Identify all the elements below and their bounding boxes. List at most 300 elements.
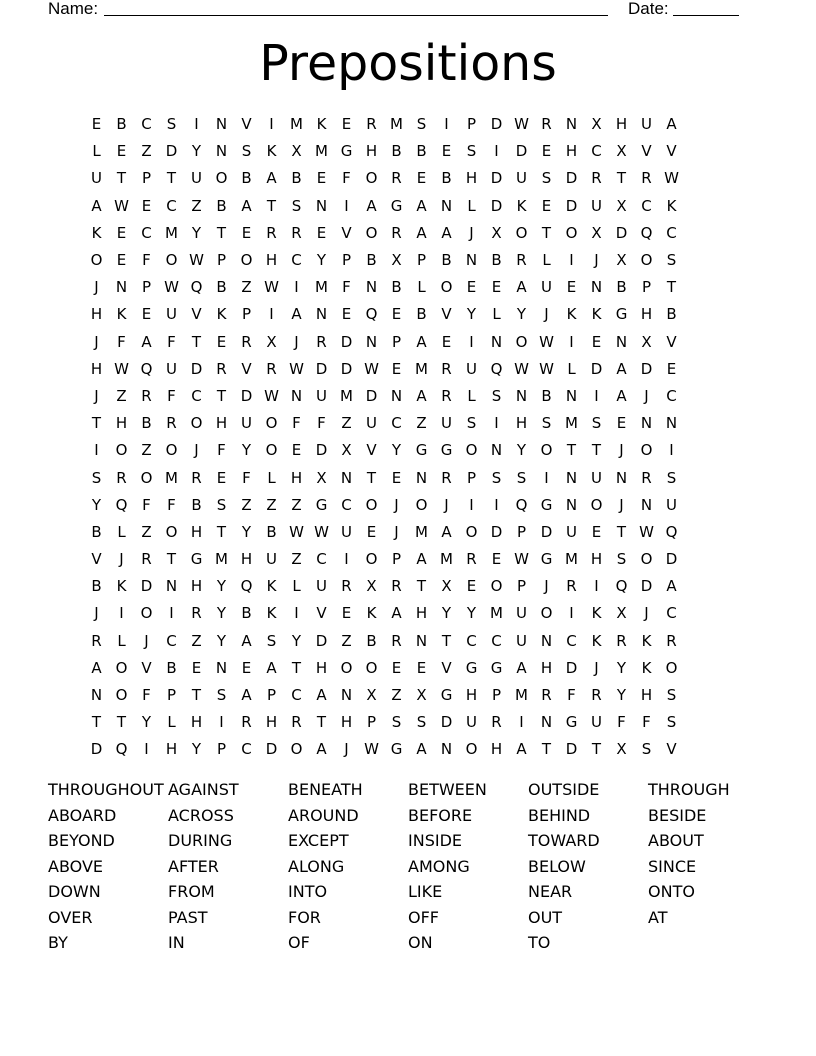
grid-letter: B	[166, 658, 177, 677]
grid-letter: W	[539, 332, 554, 351]
grid-letter: O	[140, 468, 153, 487]
grid-letter: S	[216, 686, 227, 705]
grid-letter: I	[544, 468, 549, 487]
word-list-item: BEFORE	[408, 805, 473, 825]
grid-letter: V	[441, 305, 452, 324]
grid-letter: J	[94, 278, 99, 297]
grid-letter: M	[565, 414, 578, 433]
grid-letter: I	[519, 713, 524, 732]
grid-letter: B	[366, 631, 377, 650]
grid-letter: N	[365, 278, 378, 297]
grid-letter: Z	[391, 686, 402, 705]
grid-letter: J	[394, 495, 399, 514]
grid-letter: Z	[341, 414, 352, 433]
grid-letter: C	[666, 604, 677, 623]
grid-letter: I	[594, 577, 599, 596]
grid-letter: S	[466, 414, 477, 433]
grid-letter: R	[391, 577, 402, 596]
grid-letter: T	[266, 196, 277, 215]
grid-letter: X	[616, 740, 627, 759]
grid-letter: F	[317, 414, 326, 433]
grid-letter: T	[216, 223, 227, 242]
grid-letter: J	[94, 332, 99, 351]
grid-letter: O	[565, 223, 578, 242]
grid-letter: J	[644, 386, 649, 405]
grid-letter: N	[440, 740, 453, 759]
grid-letter: M	[215, 550, 228, 569]
grid-letter: B	[391, 278, 402, 297]
grid-letter: W	[114, 196, 129, 215]
grid-letter: N	[615, 332, 628, 351]
grid-letter: J	[619, 441, 624, 460]
grid-letter: A	[416, 550, 427, 569]
grid-letter: O	[465, 522, 478, 541]
grid-letter: D	[565, 740, 578, 759]
grid-letter: S	[391, 713, 402, 732]
grid-letter: O	[265, 414, 278, 433]
grid-letter: U	[516, 631, 527, 650]
grid-letter: H	[315, 658, 328, 677]
word-list-item: ALONG	[288, 856, 345, 876]
grid-row	[84, 383, 734, 410]
word-list-item: SINCE	[648, 856, 697, 876]
grid-letter: Z	[291, 550, 302, 569]
grid-letter: T	[316, 713, 327, 732]
grid-letter: V	[341, 223, 352, 242]
grid-letter: B	[141, 414, 152, 433]
grid-letter: T	[291, 658, 302, 677]
grid-letter: E	[391, 658, 402, 677]
grid-row	[84, 274, 734, 301]
grid-letter: V	[191, 305, 202, 324]
grid-letter: X	[266, 332, 277, 351]
grid-letter: E	[616, 414, 627, 433]
grid-letter: O	[90, 251, 103, 270]
grid-letter: Y	[191, 142, 202, 161]
grid-letter: C	[141, 223, 152, 242]
grid-letter: I	[594, 386, 599, 405]
grid-letter: F	[567, 686, 576, 705]
grid-letter: T	[591, 441, 602, 460]
grid-letter: D	[315, 631, 328, 650]
grid-letter: Z	[141, 522, 152, 541]
word-list-item: OF	[288, 933, 310, 952]
grid-letter: I	[494, 495, 499, 514]
grid-letter: S	[266, 631, 277, 650]
grid-letter: P	[366, 713, 377, 732]
grid-letter: W	[639, 522, 654, 541]
grid-letter: H	[265, 251, 278, 270]
grid-letter: X	[616, 142, 627, 161]
grid-letter: I	[344, 196, 349, 215]
grid-letter: S	[541, 414, 552, 433]
word-list-item: PAST	[168, 907, 208, 927]
grid-letter: C	[341, 495, 352, 514]
grid-letter: I	[269, 115, 274, 134]
grid-letter: M	[440, 550, 453, 569]
grid-letter: H	[615, 115, 628, 134]
grid-letter: L	[417, 278, 426, 297]
grid-letter: C	[166, 631, 177, 650]
grid-letter: Y	[216, 631, 227, 650]
grid-letter: A	[241, 686, 252, 705]
grid-letter: N	[615, 468, 628, 487]
grid-letter: E	[366, 522, 377, 541]
grid-letter: E	[391, 305, 402, 324]
grid-letter: M	[315, 278, 328, 297]
date-label: Date:	[628, 0, 669, 18]
grid-letter: D	[640, 577, 653, 596]
word-list-item: AT	[648, 907, 668, 927]
grid-letter: R	[316, 332, 327, 351]
grid-letter: W	[514, 115, 529, 134]
grid-letter: J	[119, 550, 124, 569]
grid-letter: R	[441, 386, 452, 405]
grid-letter: N	[315, 305, 328, 324]
grid-letter: M	[340, 386, 353, 405]
grid-letter: Y	[141, 713, 152, 732]
grid-letter: D	[490, 196, 503, 215]
grid-letter: L	[117, 631, 126, 650]
grid-letter: X	[616, 196, 627, 215]
grid-letter: N	[215, 142, 228, 161]
grid-letter: L	[267, 468, 276, 487]
grid-letter: Y	[316, 251, 327, 270]
grid-letter: J	[94, 604, 99, 623]
grid-letter: A	[516, 658, 527, 677]
grid-letter: N	[565, 115, 578, 134]
grid-letter: W	[364, 740, 379, 759]
grid-letter: T	[666, 278, 677, 297]
grid-letter: J	[644, 604, 649, 623]
grid-letter: T	[541, 223, 552, 242]
grid-letter: I	[194, 115, 199, 134]
grid-row	[84, 492, 734, 519]
grid-letter: N	[640, 495, 653, 514]
grid-letter: J	[469, 223, 474, 242]
grid-letter: O	[515, 223, 528, 242]
grid-letter: H	[165, 740, 178, 759]
grid-letter: Z	[116, 386, 127, 405]
grid-letter: K	[266, 142, 277, 161]
grid-letter: D	[515, 142, 528, 161]
grid-letter: A	[416, 223, 427, 242]
grid-letter: U	[166, 305, 177, 324]
grid-letter: V	[641, 142, 652, 161]
grid-letter: R	[366, 115, 377, 134]
grid-letter: M	[290, 115, 303, 134]
grid-letter: A	[441, 223, 452, 242]
grid-letter: A	[666, 577, 677, 596]
word-list-item: EXCEPT	[288, 831, 349, 850]
grid-letter: E	[391, 359, 402, 378]
grid-letter: F	[142, 686, 151, 705]
grid-letter: F	[117, 332, 126, 351]
grid-row	[84, 519, 734, 546]
grid-letter: E	[441, 142, 452, 161]
grid-letter: U	[241, 414, 252, 433]
grid-letter: N	[640, 414, 653, 433]
grid-letter: S	[591, 414, 602, 433]
word-list-item: AROUND	[288, 805, 359, 825]
grid-letter: H	[340, 713, 353, 732]
grid-letter: W	[289, 522, 304, 541]
grid-letter: Q	[115, 495, 128, 514]
word-list-item: ACROSS	[168, 805, 234, 825]
grid-letter: C	[666, 223, 677, 242]
grid-letter: G	[340, 142, 353, 161]
grid-letter: T	[166, 169, 177, 188]
grid-letter: V	[441, 658, 452, 677]
grid-letter: H	[90, 359, 103, 378]
grid-letter: K	[516, 196, 527, 215]
grid-letter: Z	[291, 495, 302, 514]
grid-letter: P	[141, 169, 152, 188]
grid-letter: Y	[241, 441, 252, 460]
grid-letter: D	[615, 223, 628, 242]
grid-letter: Q	[190, 278, 203, 297]
grid-letter: Y	[291, 631, 302, 650]
grid-letter: E	[91, 115, 102, 134]
grid-row	[84, 193, 734, 220]
grid-letter: X	[441, 577, 452, 596]
grid-letter: R	[341, 577, 352, 596]
word-list-item: BENEATH	[288, 780, 363, 799]
grid-letter: K	[641, 631, 652, 650]
grid-letter: P	[166, 686, 177, 705]
grid-letter: P	[391, 332, 402, 351]
grid-letter: N	[565, 386, 578, 405]
grid-letter: B	[366, 251, 377, 270]
grid-letter: S	[91, 468, 102, 487]
grid-letter: M	[390, 115, 403, 134]
grid-letter: I	[294, 604, 299, 623]
grid-letter: T	[441, 631, 452, 650]
word-list-item: IN	[168, 933, 185, 952]
grid-letter: A	[91, 658, 102, 677]
grid-letter: D	[565, 169, 578, 188]
grid-letter: U	[591, 713, 602, 732]
grid-letter: R	[241, 332, 252, 351]
grid-letter: H	[515, 414, 528, 433]
grid-letter: N	[115, 278, 128, 297]
word-list-item: INTO	[288, 882, 328, 901]
grid-letter: O	[240, 251, 253, 270]
grid-letter: B	[266, 522, 277, 541]
grid-letter: I	[269, 305, 274, 324]
grid-letter: R	[266, 359, 277, 378]
word-list-item: LIKE	[408, 882, 443, 901]
grid-letter: X	[366, 577, 377, 596]
grid-letter: N	[390, 386, 403, 405]
grid-letter: O	[540, 604, 553, 623]
grid-letter: R	[166, 414, 177, 433]
letter-grid	[84, 111, 734, 764]
grid-letter: N	[540, 631, 553, 650]
grid-letter: B	[241, 604, 252, 623]
grid-letter: E	[141, 305, 152, 324]
grid-letter: E	[491, 278, 502, 297]
grid-letter: I	[669, 441, 674, 460]
grid-letter: M	[165, 468, 178, 487]
grid-letter: D	[365, 386, 378, 405]
grid-letter: I	[469, 332, 474, 351]
grid-letter: H	[465, 686, 478, 705]
grid-letter: A	[616, 386, 627, 405]
grid-letter: A	[416, 740, 427, 759]
grid-row	[84, 573, 734, 600]
grid-letter: U	[266, 550, 277, 569]
grid-letter: R	[641, 169, 652, 188]
grid-letter: L	[117, 522, 126, 541]
grid-letter: B	[91, 577, 102, 596]
grid-letter: U	[516, 169, 527, 188]
grid-letter: P	[141, 278, 152, 297]
grid-letter: U	[591, 196, 602, 215]
grid-letter: D	[540, 522, 553, 541]
grid-letter: J	[594, 251, 599, 270]
grid-letter: A	[416, 332, 427, 351]
grid-letter: S	[166, 115, 177, 134]
grid-letter: T	[366, 468, 377, 487]
grid-letter: V	[366, 441, 377, 460]
word-list-item: ABOVE	[48, 856, 104, 876]
grid-row	[84, 301, 734, 328]
grid-letter: R	[616, 631, 627, 650]
grid-letter: H	[365, 142, 378, 161]
grid-letter: O	[440, 278, 453, 297]
grid-letter: J	[144, 631, 149, 650]
grid-letter: B	[491, 251, 502, 270]
grid-letter: G	[315, 495, 328, 514]
grid-letter: S	[291, 196, 302, 215]
grid-letter: P	[516, 577, 527, 596]
grid-letter: C	[591, 142, 602, 161]
grid-letter: A	[366, 196, 377, 215]
grid-letter: E	[541, 196, 552, 215]
grid-letter: R	[391, 631, 402, 650]
grid-letter: K	[666, 196, 677, 215]
grid-letter: K	[266, 577, 277, 596]
grid-letter: R	[591, 686, 602, 705]
grid-letter: K	[216, 305, 227, 324]
grid-letter: T	[616, 522, 627, 541]
grid-letter: S	[641, 740, 652, 759]
grid-row	[84, 600, 734, 627]
grid-letter: J	[619, 495, 624, 514]
grid-row	[84, 165, 734, 192]
grid-letter: Y	[216, 577, 227, 596]
word-list	[48, 777, 768, 956]
grid-letter: E	[141, 196, 152, 215]
grid-letter: W	[289, 359, 304, 378]
grid-letter: S	[666, 251, 677, 270]
grid-letter: M	[490, 604, 503, 623]
grid-letter: X	[416, 686, 427, 705]
grid-letter: Z	[141, 142, 152, 161]
grid-letter: N	[540, 713, 553, 732]
grid-letter: E	[441, 332, 452, 351]
grid-letter: K	[591, 604, 602, 623]
grid-letter: E	[591, 332, 602, 351]
word-list-item: AGAINST	[168, 780, 239, 799]
grid-letter: Z	[266, 495, 277, 514]
grid-letter: C	[466, 631, 477, 650]
grid-letter: Y	[191, 740, 202, 759]
grid-letter: N	[590, 278, 603, 297]
grid-letter: B	[216, 278, 227, 297]
grid-letter: E	[666, 359, 677, 378]
grid-letter: G	[540, 550, 553, 569]
grid-letter: C	[166, 196, 177, 215]
grid-letter: D	[265, 740, 278, 759]
grid-letter: P	[216, 251, 227, 270]
grid-letter: Y	[91, 495, 102, 514]
grid-letter: W	[189, 251, 204, 270]
grid-letter: V	[666, 332, 677, 351]
grid-letter: Y	[516, 441, 527, 460]
grid-letter: T	[566, 441, 577, 460]
grid-letter: Q	[240, 577, 253, 596]
grid-letter: R	[441, 359, 452, 378]
grid-letter: D	[165, 142, 178, 161]
grid-letter: B	[541, 386, 552, 405]
grid-letter: M	[415, 522, 428, 541]
grid-letter: S	[541, 169, 552, 188]
grid-letter: R	[441, 468, 452, 487]
grid-letter: N	[415, 631, 428, 650]
grid-letter: H	[565, 142, 578, 161]
grid-letter: P	[341, 251, 352, 270]
grid-row	[84, 220, 734, 247]
grid-letter: D	[340, 359, 353, 378]
grid-row	[84, 628, 734, 655]
grid-letter: H	[540, 658, 553, 677]
grid-letter: X	[366, 686, 377, 705]
grid-letter: R	[266, 223, 277, 242]
word-list-item: ABOARD	[48, 805, 117, 825]
word-list-item: AFTER	[168, 856, 219, 876]
grid-letter: H	[240, 550, 253, 569]
grid-letter: O	[365, 550, 378, 569]
grid-letter: X	[616, 251, 627, 270]
grid-letter: K	[641, 658, 652, 677]
grid-letter: B	[666, 305, 677, 324]
grid-letter: N	[490, 441, 503, 460]
grid-letter: M	[165, 223, 178, 242]
grid-letter: Z	[241, 495, 252, 514]
grid-letter: L	[467, 196, 476, 215]
grid-letter: V	[666, 740, 677, 759]
grid-letter: C	[291, 251, 302, 270]
grid-letter: Y	[616, 686, 627, 705]
grid-letter: Q	[615, 577, 628, 596]
grid-letter: B	[116, 115, 127, 134]
grid-row	[84, 709, 734, 736]
grid-letter: U	[441, 414, 452, 433]
grid-letter: R	[141, 386, 152, 405]
grid-letter: D	[315, 359, 328, 378]
grid-letter: E	[191, 658, 202, 677]
grid-letter: A	[266, 169, 277, 188]
grid-letter: A	[666, 115, 677, 134]
grid-letter: Y	[216, 604, 227, 623]
grid-letter: U	[166, 359, 177, 378]
grid-letter: H	[90, 305, 103, 324]
grid-letter: G	[615, 305, 628, 324]
word-list-item: TOWARD	[528, 831, 600, 850]
grid-letter: Z	[191, 196, 202, 215]
